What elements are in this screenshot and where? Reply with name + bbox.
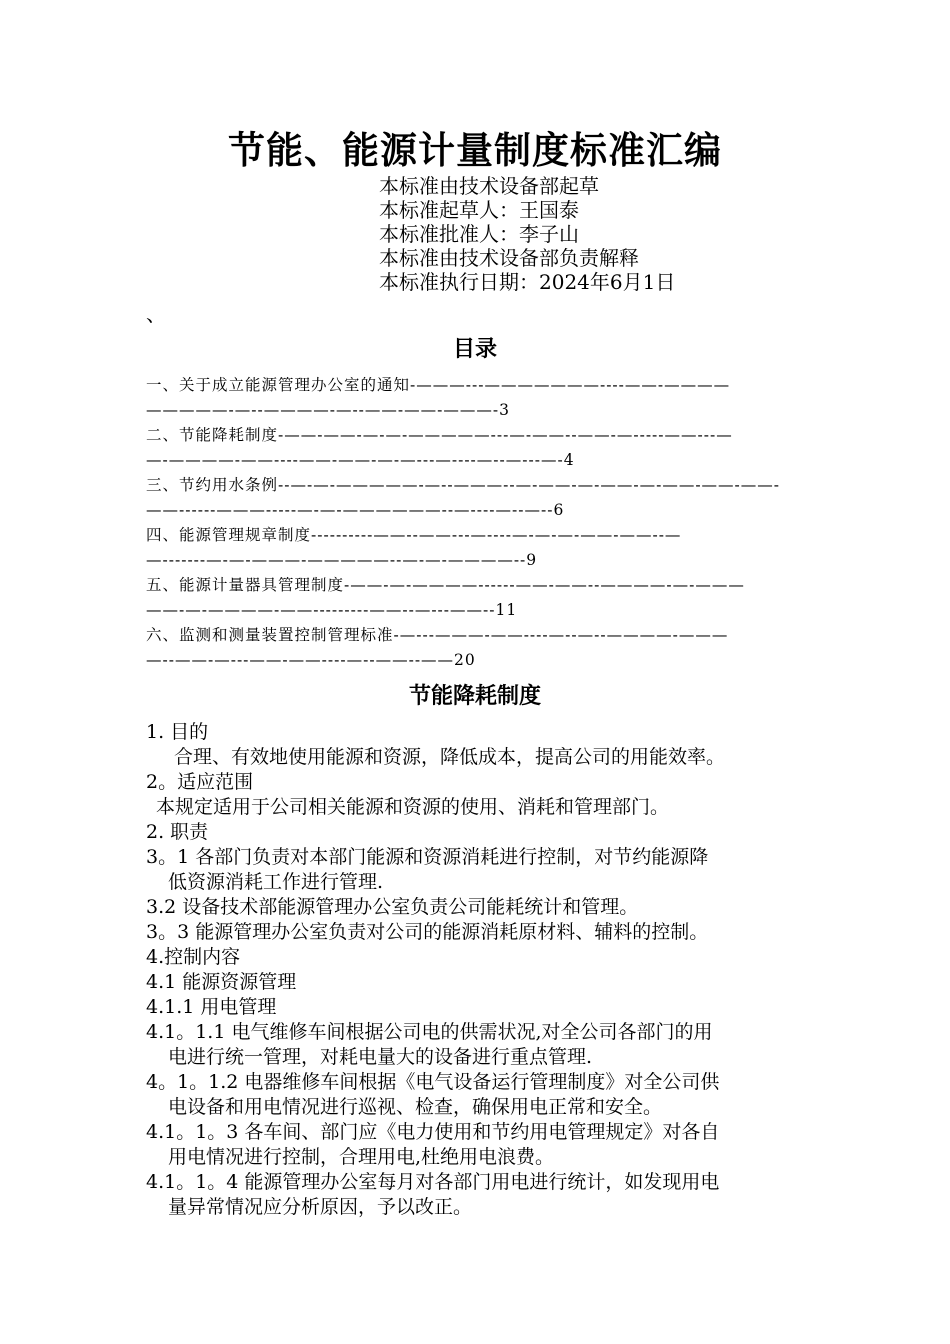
toc-item-text: 四、能源管理规章制度----------——--——---—----—-—-—-——-——--— (146, 526, 682, 544)
toc-item-text: 一、关于成立能源管理办公室的通知-———---———————----——-———— (146, 376, 731, 394)
clause-continuation: 用电情况进行控制，合理用电,杜绝用电浪费。 (168, 1146, 555, 1168)
clause-continuation: 量异常情况应分析原因，予以改正。 (168, 1196, 473, 1218)
toc-item-energy-saving[interactable] (146, 423, 812, 473)
toc-item-monitoring[interactable] (146, 623, 812, 673)
heading-responsibilities: 2. 职责 (146, 821, 209, 843)
toc-item-text: ——------———-----—-—-——————--—----—--—--6 (146, 501, 565, 519)
document-title: 节能、能源计量制度标准汇编 (228, 129, 722, 172)
subheading: 4.1 能源资源管理 (146, 971, 297, 993)
paragraph: 本规定适用于公司相关能源和资源的使用、消耗和管理部门。 (156, 796, 670, 818)
toc-item-text: —-------—-—-———-—————--—-—-————--9 (146, 551, 538, 569)
subheading: 4.1.1 用电管理 (146, 996, 277, 1018)
toc-item-text: ——-—-————-——---------——--—---——--11 (146, 601, 518, 619)
heading-control-content: 4.控制内容 (146, 946, 241, 968)
clause: 4.1。1.1 电气维修车间根据公司电的供需状况,对全公司各部门的用 (146, 1021, 713, 1043)
standard-info (379, 174, 675, 294)
drafting-department: 本标准由技术设备部起草 (379, 174, 599, 198)
section-body (146, 720, 826, 1220)
approver: 本标准批准人：李子山 (379, 222, 579, 246)
clause: 4.1。1。4 能源管理办公室每月对各部门用电进行统计，如发现用电 (146, 1171, 720, 1193)
toc-item-water-saving[interactable] (146, 473, 812, 523)
stray-punctuation: 、 (146, 302, 166, 326)
clause: 3。1 各部门负责对本部门能源和资源消耗进行控制，对节约能源降 (146, 846, 709, 868)
toc-item-text: 五、能源计量器具管理制度-——-—-————------——-——--————-—-——— (146, 576, 745, 594)
clause: 3。3 能源管理办公室负责对公司的能源消耗原材料、辅料的控制。 (146, 921, 709, 943)
clause-continuation: 电设备和用电情况进行巡视、检查，确保用电正常和安全。 (168, 1096, 663, 1118)
toc-item-text: 三、节约用水条例--—-—-—————-—--———--—-——-—-——-—-——-——-——- (146, 476, 781, 494)
toc-item-text: —————-—--————-—--——-——-———-3 (146, 401, 510, 419)
toc-heading: 目录 (452, 337, 497, 362)
table-of-contents (146, 373, 812, 673)
toc-item-notice[interactable] (146, 373, 812, 423)
heading-purpose: 1. 目的 (146, 721, 209, 743)
section-heading: 节能降耗制度 (408, 684, 541, 709)
clause-continuation: 低资源消耗工作进行管理. (168, 871, 384, 893)
toc-item-metering[interactable] (146, 573, 812, 623)
effective-date: 本标准执行日期：2024年6月1日 (379, 270, 676, 294)
drafter: 本标准起草人：王国泰 (379, 198, 579, 222)
toc-item-text: 六、监测和测量装置控制管理标准-—---———-——----—--—--————-——— (146, 626, 729, 644)
clause-continuation: 电进行统一管理，对耗电量大的设备进行重点管理. (168, 1046, 593, 1068)
clause: 4.1。1。3 各车间、部门应《电力使用和节约用电管理规定》对各自 (146, 1121, 720, 1143)
clause: 4。1。1.2 电器维修车间根据《电气设备运行管理制度》对全公司供 (146, 1071, 720, 1093)
heading-scope: 2。适应范围 (146, 771, 254, 793)
toc-item-energy-management[interactable] (146, 523, 812, 573)
toc-item-text: —-————-——----——-——-—-—---—----—--—---—-4 (146, 451, 575, 469)
clause: 3.2 设备技术部能源管理办公室负责公司能耗统计和管理。 (146, 896, 639, 918)
toc-item-text: 二、节能降耗制度-——-——-—-—-—————---—-——--——-—-----——---— (146, 426, 733, 444)
interpreting-department: 本标准由技术设备部负责解释 (379, 246, 639, 270)
toc-item-text: —--——-—---——-——----—--——--——20 (146, 651, 476, 669)
paragraph: 合理、有效地使用能源和资源，降低成本，提高公司的用能效率。 (174, 746, 726, 768)
